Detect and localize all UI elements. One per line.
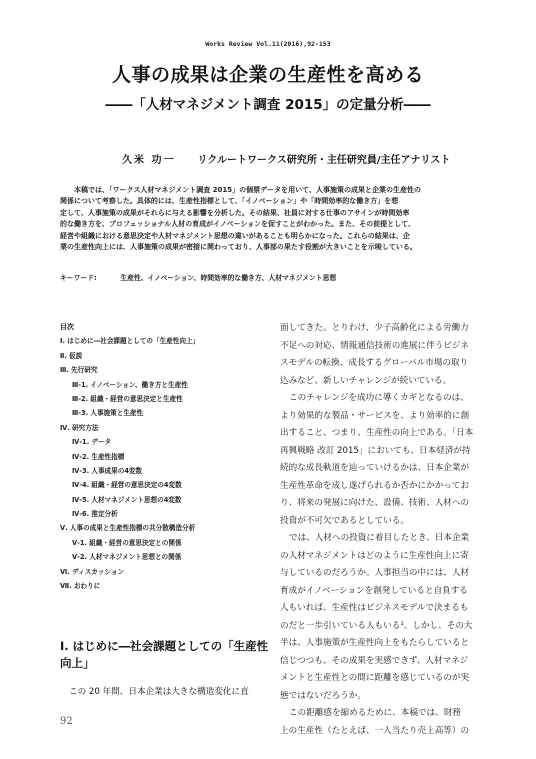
author-affiliation: リクルートワークス研究所・主任研究員/主任アナリスト (197, 155, 451, 166)
body-line: 込みなど、新しいチャレンジが続いている。 (280, 375, 452, 386)
abstract-line: 的な働き方を、プロフェッショナル人材の育成がイノベーションを促すことがわかった。また、その前提として、 (60, 220, 416, 229)
abstract-line: 関係について考察した。具体的には、生産性指標として、「イノベーション」や「時間効率的な働き方」を想 (60, 197, 399, 206)
body-line: の人材マネジメントはどのように生産性向上に寄 (280, 550, 469, 561)
body-line: 投資が不可欠であるとしている。 (280, 515, 409, 526)
toc-item: Ⅲ-3. 人事施策と生産性 (72, 409, 144, 418)
toc-item: Ⅳ-1. データ (72, 438, 112, 447)
toc-item: Ⅴ. 人事の成果と生産性指標の共分散構造分析 (60, 524, 196, 533)
toc-item: Ⅰ. はじめに―社会課題としての「生産性向上」 (60, 337, 200, 346)
body-line: このチャレンジを成功に導くカギとなるのは、 (289, 393, 469, 403)
toc-heading: 目次 (60, 323, 74, 331)
toc-item: Ⅵ. ディスカッション (60, 567, 125, 576)
abstract-line: 業の生産性向上には、人事施策の成果が密接に関わっており、人事部の果たす役割が大きいことを示唆している。 (60, 242, 417, 251)
body-line: より効果的な製品・サービスを、より効率的に創 (280, 410, 470, 421)
body-line: 上の生産性（たとえば、一人当たり売上高等）の (280, 725, 470, 736)
paper-subtitle: ――「人材マネジメント調査 2015」の定量分析―― (105, 97, 431, 113)
body-line: 面してきた。とりわけ、少子高齢化による労働力 (280, 323, 469, 333)
body-line: のだと一歩引いている人もいる¹。しかし、その大 (280, 620, 473, 631)
body-line: 人もいれば、生産性はビジネスモデルで決まるも (280, 603, 469, 613)
body-line: り、将来の発展に向けた、設備、技術、人材への (280, 498, 470, 508)
body-line: 続的な成長軌道を辿っていけるかは、日本企業が (280, 463, 470, 473)
toc-item: Ⅳ-6. 推定分析 (72, 510, 118, 519)
toc-item: Ⅳ-4. 組織・経営の意思決定の4変数 (72, 481, 182, 490)
body-line: 不足への対応、情報通信技術の進展に伴うビジネ (280, 340, 469, 351)
body-line: 育成がイノベーションを創発していると自負する (280, 585, 468, 596)
toc-item: Ⅳ-5. 人材マネジメント思想の4変数 (72, 495, 182, 504)
author-name: 久米 功一 (122, 155, 176, 166)
abstract-line: 本稿では、「ワークス人材マネジメント調査 2015」の個票データを用いて、人事施策の成果と企業の生産性の (74, 186, 421, 194)
keywords-label: キーワード: (60, 274, 97, 282)
section-heading (60, 638, 275, 672)
toc-item: Ⅳ. 研究方法 (60, 423, 99, 432)
toc-item: Ⅴ-2. 人材マネジメント思想との関係 (72, 553, 182, 562)
toc-item: Ⅴ-1. 組織・経営の意思決定との関係 (72, 538, 182, 547)
section-heading-line: 向上」 (60, 656, 95, 670)
abstract (60, 185, 485, 253)
toc-item: Ⅱ. 仮説 (60, 351, 83, 360)
journal-header: Works Review Vol.11(2016),92-153 (205, 40, 331, 48)
body-line: メントと生産性との間に距離を感じているのが実 (280, 673, 470, 683)
toc-item: Ⅲ-2. 組織・経営の意思決定と生産性 (72, 394, 183, 403)
abstract-line: 定して、人事施策の成果がそれらに与える影響を分析した。その結果、社員に対する仕事のアサインが時間効率 (60, 208, 410, 217)
body-line: この距離感を縮めるために、本稿では、財務 (289, 708, 461, 718)
body-line: 与しているのだろうか。人事担当の中には、人材 (280, 568, 470, 578)
body-line: 態ではないだろうか。 (280, 690, 366, 701)
body-line: スモデルの転換、成長するグローバル市場の取り (280, 358, 469, 368)
table-of-contents (60, 320, 275, 593)
body-line: では、人材への投資に着目したとき、日本企業 (289, 533, 470, 543)
body-line: 信じつつも、その成果を実感できず、人材マネジ (280, 655, 469, 666)
body-line: 半は、人事施策が生産性向上をもたらしていると (280, 638, 470, 648)
toc-item: Ⅳ-2. 生産性指標 (72, 452, 125, 461)
toc-item: Ⅲ. 先行研究 (60, 366, 98, 375)
body-line: 生産性革命を成し遂げられるか否かにかかってお (280, 480, 470, 491)
paragraph-line: この 20 年間、日本企業は大きな構造変化に直 (69, 687, 249, 697)
paper-title: 人事の成果は企業の生産性を高める (111, 64, 424, 86)
abstract-line: 経営や組織における意思決定や人材マネジメント思想の違いがあることも明らかになった。これらの結果は、企 (60, 231, 410, 240)
author-line (122, 151, 522, 166)
body-line: 出すること、つまり、生産性の向上である。「日本 (280, 428, 474, 438)
page-number: 92 (60, 716, 73, 727)
toc-item: Ⅶ. おわりに (60, 582, 101, 591)
toc-item: Ⅳ-3. 人事成果の4変数 (72, 466, 143, 475)
toc-item: Ⅲ-1. イノベーション、働き方と生産性 (72, 380, 188, 389)
body-text-column (280, 320, 490, 740)
section-paragraph (60, 684, 275, 701)
section-heading-line: Ⅰ. はじめに―社会課題としての「生産性 (60, 639, 269, 653)
keywords-items: 生産性、イノベーション、時間効率的な働き方、人材マネジメント思想 (120, 274, 337, 282)
keywords (60, 272, 490, 282)
body-line: 再興戦略 改訂 2015」においても、日本経済が持 (280, 445, 471, 456)
